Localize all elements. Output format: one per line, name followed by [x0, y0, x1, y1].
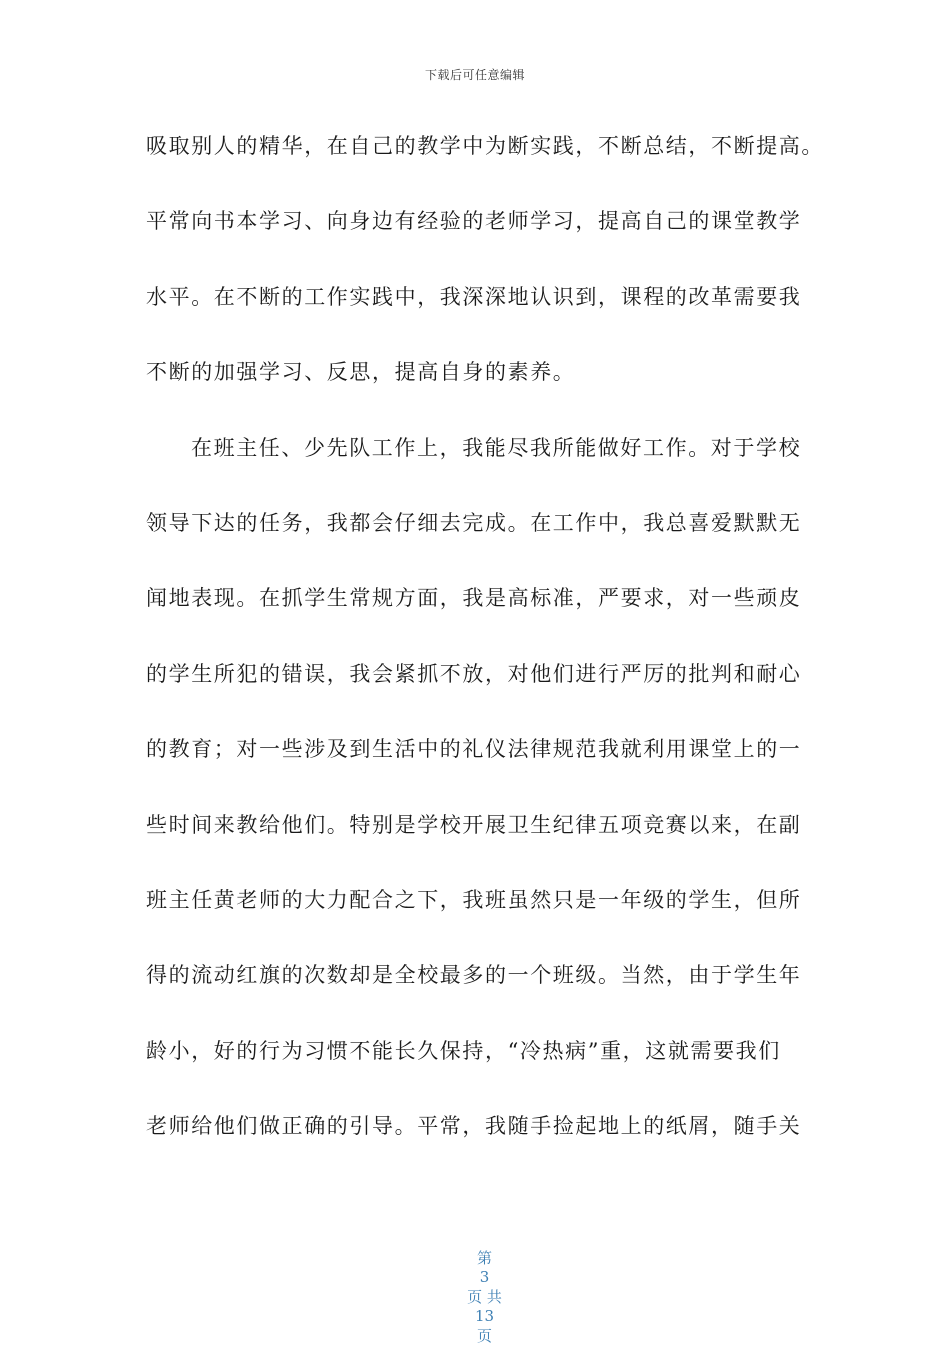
body-line: 的学生所犯的错误，我会紧抓不放，对他们进行严厉的批判和耐心 — [146, 661, 802, 686]
body-line: 得的流动红旗的次数却是全校最多的一个班级。当然，由于学生年 — [146, 963, 802, 988]
body-line: 不断的加强学习、反思，提高自身的素养。 — [146, 360, 576, 385]
paragraph-start-line: 在班主任、少先队工作上，我能尽我所能做好工作。对于学校 — [191, 435, 802, 460]
total-label: 页 共 — [467, 1288, 502, 1306]
body-line: 闻地表现。在抓学生常规方面，我是高标准，严要求，对一些顽皮 — [146, 586, 802, 611]
body-line: 老师给他们做正确的引导。平常，我随手捡起地上的纸屑，随手关 — [146, 1114, 802, 1139]
page-end-label: 页 — [477, 1327, 493, 1345]
total-pages-number: 13 — [474, 1307, 495, 1325]
body-line: 水平。在不断的工作实践中，我深深地认识到，课程的改革需要我 — [146, 284, 802, 309]
body-line: 龄小，好的行为习惯不能长久保持，“冷热病”重，这就需要我们 — [146, 1038, 781, 1063]
page-header: 下载后可任意编辑 — [424, 68, 525, 82]
document-body — [146, 126, 824, 1181]
body-line: 的教育；对一些涉及到生活中的礼仪法律规范我就利用课堂上的一 — [146, 737, 802, 762]
body-line: 平常向书本学习、向身边有经验的老师学习，提高自己的课堂教学 — [146, 209, 802, 234]
current-page-number: 3 — [479, 1268, 490, 1286]
body-line: 吸取别人的精华，在自己的教学中为断实践，不断总结，不断提高。 — [146, 134, 824, 158]
body-line: 领导下达的任务，我都会仔细去完成。在工作中，我总喜爱默默无 — [146, 510, 802, 535]
body-line: 班主任黄老师的大力配合之下，我班虽然只是一年级的学生，但所 — [146, 887, 802, 912]
body-line: 些时间来教给他们。特别是学校开展卫生纪律五项竞赛以来，在副 — [146, 812, 802, 837]
page-label: 第 — [477, 1249, 493, 1267]
